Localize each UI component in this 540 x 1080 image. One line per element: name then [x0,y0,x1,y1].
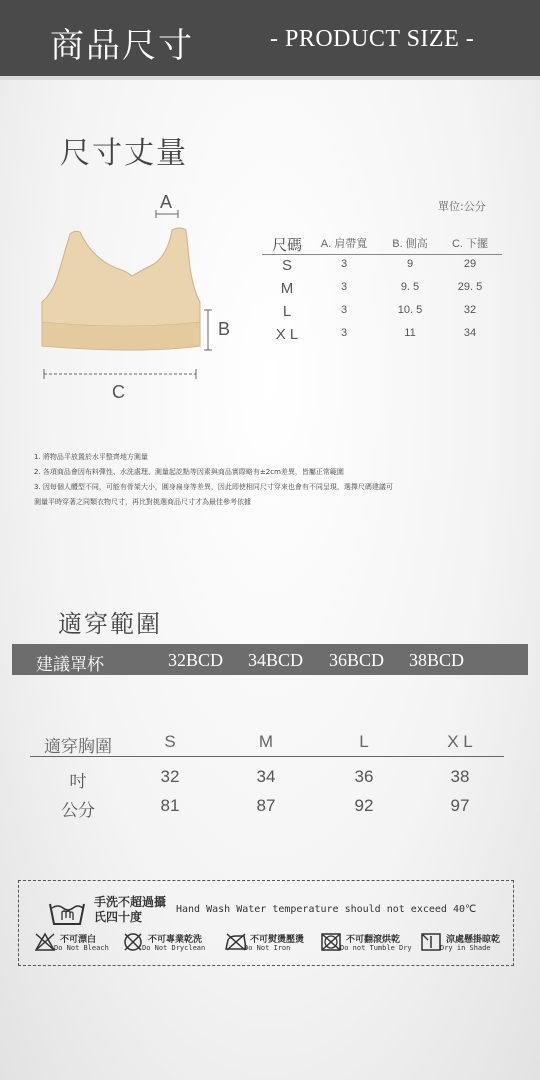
header-cell: M [258,732,274,751]
table-row [262,278,502,301]
hand-wash-icon [48,898,86,928]
table-row [30,794,504,823]
table-cell: S [281,257,292,274]
table-cell: 32 [160,767,180,786]
no-dryclean-icon [122,932,144,952]
table-cell: 3 [340,258,348,270]
fit-section-title: 適穿範圍 [58,610,162,638]
table-cell: 3 [340,327,348,339]
table-cell: 29 [463,258,477,270]
table-cell: 9. 5 [400,281,420,293]
header-cell: X L [447,732,473,751]
table-cell: 吋 [69,772,87,791]
table-cell: 10. 5 [397,304,423,316]
table-row [262,324,502,347]
cup-size-value: 32BCD [168,650,224,670]
hand-wash-text-cn: 手洗不超過攝氏四十度 [94,895,167,924]
size-table [262,232,502,347]
note-line: 3. 因每個人體型不同，可能有骨架大小，圓身扁身等差異，因此即使相同尺寸穿來也會有不同呈現，選擇尺碼建議可 [34,483,393,491]
cup-size-value: 34BCD [248,650,304,670]
cup-size-value: 36BCD [329,650,385,670]
care-text-en: Do not Tumble Dry [340,944,412,952]
fit-table-header [30,730,504,757]
care-text-cn: 不可專業乾洗 [148,935,203,945]
care-text-cn: 涼處懸掛晾乾 [446,935,501,945]
care-text-en: Dry in Shade [440,944,491,952]
header-cell: C. 下擺 [451,238,489,250]
table-cell: 9 [406,258,414,270]
garment-illustration [30,188,230,383]
table-cell: L [282,303,292,320]
care-text-cn: 不可漂白 [60,935,97,945]
dimension-c-label: C [112,382,125,402]
cup-size-value: 38BCD [409,650,465,670]
table-cell: 34 [256,767,276,786]
table-row [30,765,504,794]
header-cell: 適穿胸圍 [44,737,112,756]
table-cell: 38 [450,767,470,786]
table-cell: 97 [450,796,470,815]
care-text-cn: 不可翻滾烘乾 [346,935,401,945]
dry-in-shade-icon [420,932,442,952]
table-cell: 32 [463,304,477,316]
note-line: 測量平時穿著之同類衣物尺寸，再比對挑選商品尺寸才為最佳參考依據 [34,498,251,506]
table-cell: M [280,280,294,297]
unit-label: 單位:公分 [438,200,486,213]
no-tumble-dry-icon [320,932,342,952]
table-cell: 81 [160,796,180,815]
no-bleach-icon [34,932,56,952]
measure-section-title: 尺寸丈量 [60,136,188,171]
table-cell: 87 [256,796,276,815]
table-cell: 92 [354,796,374,815]
cup-label: 建議罩杯 [36,655,104,675]
header-cell: A. 肩帶寬 [320,238,368,250]
note-line: 1. 將物品平放置於水平整齊地方測量 [34,453,148,461]
table-cell: X L [275,326,299,343]
measurement-notes [34,450,514,510]
header-cell: L [359,732,369,751]
note-line: 2. 各項商品會因布料彈性、水洗處理、測量起訖點等因素與商品實際略有±2cm差異，皆屬正常範圍 [34,468,344,476]
care-text-en: Do Not Dryclean [142,944,206,952]
header-cell: S [164,732,176,751]
dimension-b-label: B [218,319,231,339]
header-underline [0,76,540,80]
care-instructions-box [18,880,514,966]
dimension-a-label: A [160,192,173,212]
table-cell: 公分 [61,801,95,820]
table-row [262,301,502,324]
hand-wash-text-en: Hand Wash Water temperature should not exceed 40℃ [176,904,477,915]
table-cell: 11 [404,327,416,339]
header-cell: 尺碼 [271,237,302,254]
care-text-en: Do Not Bleach [54,944,109,952]
header-cell: B. 側高 [392,238,428,250]
page-title-en: - PRODUCT SIZE - [270,26,475,52]
care-text-cn: 不可熨燙壓燙 [250,935,305,945]
page-title-cn: 商品尺寸 [50,26,194,66]
table-cell: 3 [340,304,348,316]
care-text-en: Do Not Iron [244,944,291,952]
table-row [262,255,502,278]
table-cell: 29. 5 [457,281,483,293]
size-table-header [262,232,502,255]
table-cell: 3 [340,281,348,293]
table-cell: 36 [354,767,374,786]
fit-table [30,730,504,823]
table-cell: 34 [463,327,477,339]
